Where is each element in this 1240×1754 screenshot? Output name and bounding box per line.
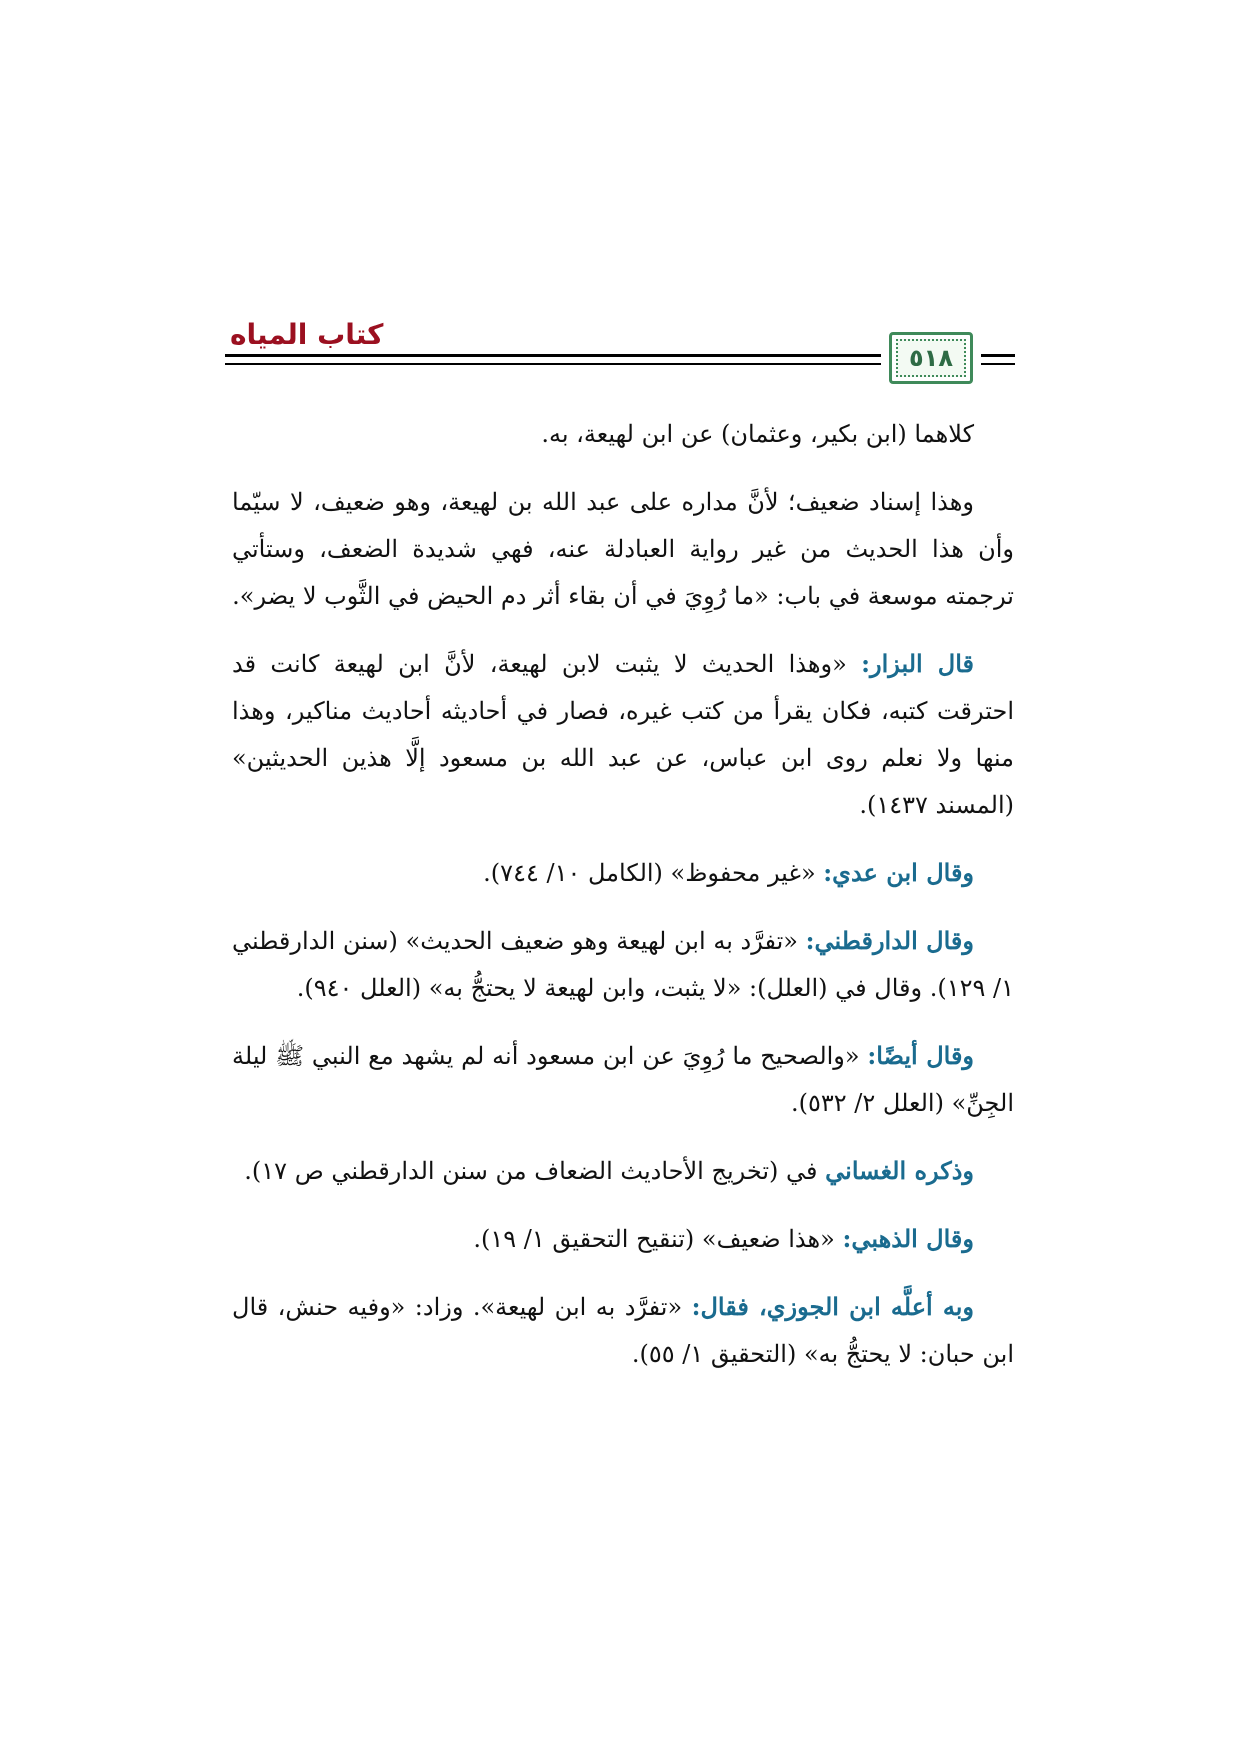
body-text: [232, 410, 1014, 1398]
page-number: ٥١٨: [909, 344, 953, 372]
paragraph-text: كلاهما (ابن بكير، وعثمان) عن ابن لهيعة، به.: [541, 420, 974, 448]
page-number-frame: [896, 339, 966, 377]
book-title: كتاب المياه: [230, 318, 384, 351]
paragraph-text: في (تخريج الأحاديث الضعاف من سنن الدارقطني ص ١٧).: [244, 1157, 826, 1185]
paragraph-lead: وذكره الغساني: [825, 1156, 974, 1185]
paragraph-text: وهذا إسناد ضعيف؛ لأنَّ مداره على عبد الله بن لهيعة، وهو ضعيف، لا سيّما وأن هذا الحديث من غير رواية العبادلة عنه، فهي شديدة الضعف، وستأتي ترجمته موسعة في باب: «ما رُوِيَ في أن بقاء أثر دم الحيض في الثَّوب لا يضر».: [232, 488, 1014, 610]
paragraph-lead: وبه أعلَّه ابن الجوزي، فقال:: [691, 1292, 974, 1321]
header-rule: [225, 354, 881, 357]
paragraph: [232, 410, 1014, 458]
header-rule: [981, 363, 1015, 365]
paragraph: [232, 917, 1014, 1012]
paragraph: [232, 849, 1014, 897]
paragraph-text: «تفرَّد به ابن لهيعة وهو ضعيف الحديث» (سنن الدارقطني ١/ ١٢٩). وقال في (العلل): «لا يثبت، وابن لهيعة لا يحتجُّ به» (العلل ٩٤٠).: [232, 927, 1014, 1002]
paragraph-lead: وقال ابن عدي:: [823, 858, 974, 887]
paragraph-lead: وقال أيضًا:: [867, 1041, 975, 1070]
paragraph: [232, 1283, 1014, 1378]
paragraph-text: «والصحيح ما رُوِيَ عن ابن مسعود أنه لم يشهد مع النبي ﷺ ليلة الجِنِّ» (العلل ٢/ ٥٣٢).: [232, 1042, 1014, 1117]
paragraph: [232, 1032, 1014, 1127]
paragraph: [232, 640, 1014, 829]
header-rule: [981, 354, 1015, 357]
paragraph: [232, 1147, 1014, 1195]
paragraph-text: «تفرَّد به ابن لهيعة». وزاد: «وفيه حنش، قال ابن حبان: لا يحتجُّ به» (التحقيق ١/ ٥٥).: [232, 1293, 1014, 1368]
paragraph: [232, 478, 1014, 620]
paragraph: [232, 1215, 1014, 1263]
paragraph-lead: وقال الذهبي:: [842, 1224, 974, 1253]
paragraph-lead: قال البزار:: [861, 649, 974, 678]
paragraph-text: «غير محفوظ» (الكامل ١٠/ ٧٤٤).: [483, 859, 824, 887]
paragraph-lead: وقال الدارقطني:: [805, 926, 974, 955]
page-header: [225, 318, 1015, 392]
paragraph-text: «وهذا الحديث لا يثبت لابن لهيعة، لأنَّ ابن لهيعة كانت قد احترقت كتبه، فكان يقرأ من كتب غيره، فصار في أحاديثه أحاديث مناكير، وهذا منها ولا نعلم روى ابن عباس، عن عبد الله بن مسعود إلَّا هذين الحديثين» (المسند ١٤٣٧).: [232, 650, 1014, 819]
page-number-badge: [889, 332, 973, 384]
paragraph-text: «هذا ضعيف» (تنقيح التحقيق ١/ ١٩).: [473, 1225, 843, 1253]
header-rule: [225, 363, 881, 365]
